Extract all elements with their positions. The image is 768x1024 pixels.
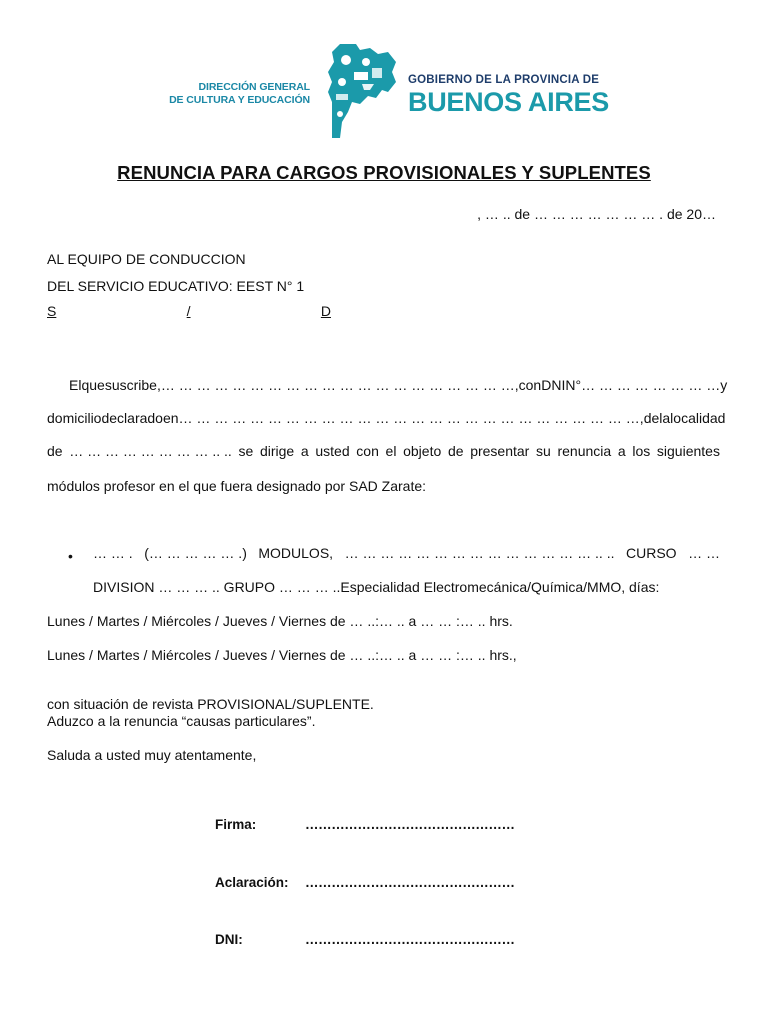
days-line-2: Lunes / Martes / Miércoles / Jueves / Viernes de … ..:… .. a … … :… .. hrs., [47,647,517,663]
word: domicilio [47,410,102,426]
word: de [643,410,660,426]
sd-slash: / [186,303,191,319]
dgce-line-1: DIRECCIÓN GENERAL [198,81,310,93]
word: , [514,377,519,393]
bullet-dot-icon: • [68,548,73,564]
body-line-3 [47,443,720,459]
sd-d: D [320,303,331,319]
word: el [385,443,397,459]
word: MODULOS, [258,545,334,561]
word: … … . [93,545,133,561]
word: que [81,377,105,393]
province-map-emblem-icon [326,42,398,140]
word: suscribe, [104,377,161,393]
aclaracion-label: Aclaración: [215,875,289,890]
word: los [632,443,651,459]
bullet-line-1 [93,545,720,561]
word: la [659,410,671,426]
word: declarado [101,410,163,426]
recipient-line-2: DEL SERVICIO EDUCATIVO: EEST N° 1 [47,278,305,294]
dni-label: DNI: [215,932,243,947]
firma-field: ………………………………………… [305,817,515,832]
word: … … … … … … … … … … … … … … … … … … … … [160,377,515,393]
body-line-4: módulos profesor en el que fuera designado por SAD Zarate: [47,478,427,494]
body-line-1 [47,377,728,393]
dni-field: ………………………………………… [305,932,515,947]
bullet-line-2: DIVISION … … … .. GRUPO … … … ..Especialidad Electromecánica/Química/MMO, días: [93,579,660,595]
word: DNI [541,377,566,393]
recipient-line-1: AL EQUIPO DE CONDUCCION [47,251,246,267]
word: su [536,443,551,459]
word: con [518,377,542,393]
dgce-line-2: DE CULTURA Y EDUCACIÓN [169,94,310,106]
word: (… … … … … .) [144,545,247,561]
word: renuncia [557,443,612,459]
days-line-1: Lunes / Martes / Miércoles / Jueves / Viernes de … ..:… .. a … … :… .. hrs. [47,613,513,629]
word: se [238,443,254,459]
situation-line-1: con situación de revista PROVISIONAL/SUPLENTE. [47,696,374,712]
word: … … … … … … … … .. .. [69,443,232,459]
sd-s: S [47,303,57,319]
gob-line-2: BUENOS AIRES [408,87,609,117]
word: siguientes [656,443,720,459]
word: … … [688,545,720,561]
gob-line-1: GOBIERNO DE LA PROVINCIA DE [408,74,600,86]
situation-line-2: Aduzco a la renuncia “causas particulares”. [47,713,316,729]
word: de [47,443,63,459]
word: CURSO [626,545,677,561]
body-line-2 [47,410,726,426]
closing-line: Saluda a usted muy atentamente, [47,747,257,763]
word: en [162,410,179,426]
word: dirige [259,443,295,459]
document-title: RENUNCIA PARA CARGOS PROVISIONALES Y SUPLENTES [117,162,651,183]
gobierno-logo-text [408,74,609,116]
word: con [356,443,379,459]
word: y [720,377,728,393]
word: presentar [470,443,530,459]
word: … … … … … … … … … … … … … … … … … … … … … … … … … … [178,410,640,426]
word: … … … … … … … … [581,377,721,393]
word: … … … … … … … … … … … … … … .. .. [344,545,615,561]
word: a [300,443,309,459]
word: usted [315,443,350,459]
recipient-sd [47,303,331,319]
word: objeto [403,443,442,459]
word: a [617,443,626,459]
date-line: , … .. de … … … … … … … . de 20… [477,206,716,222]
word: de [447,443,464,459]
word: , [639,410,644,426]
word: localidad [670,410,726,426]
aclaracion-field: ………………………………………… [305,875,515,890]
document-header [0,40,768,144]
word: N° [565,377,582,393]
word: El [69,377,82,393]
dgce-logo-text [168,81,310,107]
firma-label: Firma: [215,817,257,832]
